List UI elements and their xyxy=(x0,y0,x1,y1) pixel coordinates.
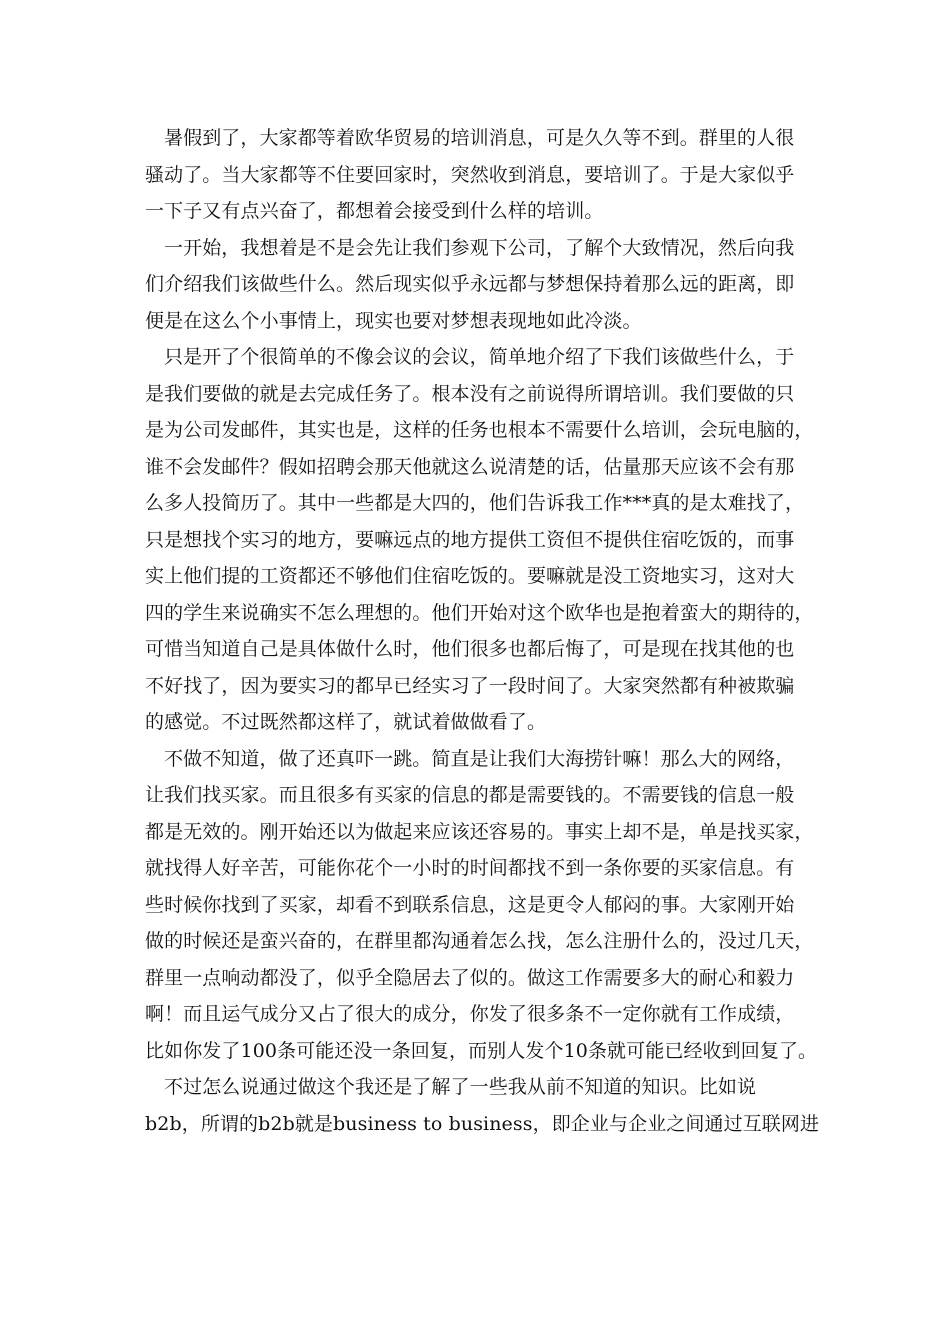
text-line: 四的学生来说确实不怎么理想的。他们开始对这个欧华也是抱着蛮大的期待的， xyxy=(145,601,814,624)
text-line: 啊！而且运气成分又占了很大的成分，你发了很多条不一定你就有工作成绩， xyxy=(145,1003,795,1025)
text-line: 是我们要做的就是去完成任务了。根本没有之前说得所谓培训。我们要做的只 xyxy=(145,382,795,405)
text-line: 就找得人好辛苦，可能你花个一小时的时间都找不到一条你要的买家信息。有 xyxy=(145,857,795,879)
text-line: 么多人投简历了。其中一些都是大四的，他们告诉我工作***真的是太难找了， xyxy=(145,492,805,514)
text-line: 一开始，我想着是不是会先让我们参观下公司，了解个大致情况，然后向我 xyxy=(164,236,795,259)
text-line: 比如你发了100条可能还没一条回复，而别人发个10条就可能已经收到回复了。 xyxy=(145,1039,818,1062)
text-line: 谁不会发邮件？假如招聘会那天他就这么说清楚的话，估量那天应该不会有那 xyxy=(145,455,795,478)
text-line: 不好找了，因为要实习的都早已经实习了一段时间了。大家突然都有种被欺骗 xyxy=(145,674,795,697)
paragraph xyxy=(145,120,825,230)
text-line: 实上他们提的工资都还不够他们住宿吃饭的。要嘛就是没工资地实习，这对大 xyxy=(145,565,795,587)
text-line: 让我们找买家。而且很多有买家的信息的都是需要钱的。不需要钱的信息一般 xyxy=(145,784,795,806)
paragraph xyxy=(145,741,825,1070)
text-line: 只是想找个实习的地方，要嘛远点的地方提供工资但不提供住宿吃饭的，而事 xyxy=(145,528,795,551)
paragraph xyxy=(145,1069,825,1142)
text-line: 们介绍我们该做些什么。然后现实似乎永远都与梦想保持着那么远的距离，即 xyxy=(145,273,795,295)
text-line: 做的时候还是蛮兴奋的，在群里都沟通着怎么找，怎么注册什么的，没过几天， xyxy=(145,930,814,952)
text-line: 群里一点响动都没了，似乎全隐居去了似的。做这工作需要多大的耐心和毅力 xyxy=(145,966,795,989)
text-line: 骚动了。当大家都等不住要回家时，突然收到消息，要培训了。于是大家似乎 xyxy=(145,163,795,186)
text-line: 暑假到了，大家都等着欧华贸易的培训消息，可是久久等不到。群里的人很 xyxy=(164,127,795,149)
paragraph xyxy=(145,339,825,741)
text-line: 不过怎么说通过做这个我还是了解了一些我从前不知道的知识。比如说 xyxy=(164,1076,757,1098)
text-line: 便是在这么个小事情上，现实也要对梦想表现地如此冷淡。 xyxy=(145,309,642,332)
paragraph xyxy=(145,230,825,340)
text-line: 可惜当知道自己是具体做什么时，他们很多也都后悔了，可是现在找其他的也 xyxy=(145,638,795,660)
text-line: 只是开了个很简单的不像会议的会议，简单地介绍了下我们该做些什么，于 xyxy=(164,346,795,368)
text-line: 一下子又有点兴奋了，都想着会接受到什么样的培训。 xyxy=(145,200,604,222)
text-line: 的感觉。不过既然都这样了，就试着做做看了。 xyxy=(145,711,547,733)
text-line: 些时候你找到了买家，却看不到联系信息，这是更令人郁闷的事。大家刚开始 xyxy=(145,893,795,916)
document-body xyxy=(145,120,825,1142)
text-line: b2b，所谓的b2b就是business to business，即企业与企业之间通过互联网进 xyxy=(145,1112,820,1135)
text-line: 都是无效的。刚开始还以为做起来应该还容易的。事实上却不是，单是找买家， xyxy=(145,820,814,843)
text-line: 是为公司发邮件，其实也是，这样的任务也根本不需要什么培训，会玩电脑的， xyxy=(145,419,814,441)
text-line: 不做不知道，做了还真吓一跳。简直是让我们大海捞针嘛！那么大的网络， xyxy=(164,747,795,770)
